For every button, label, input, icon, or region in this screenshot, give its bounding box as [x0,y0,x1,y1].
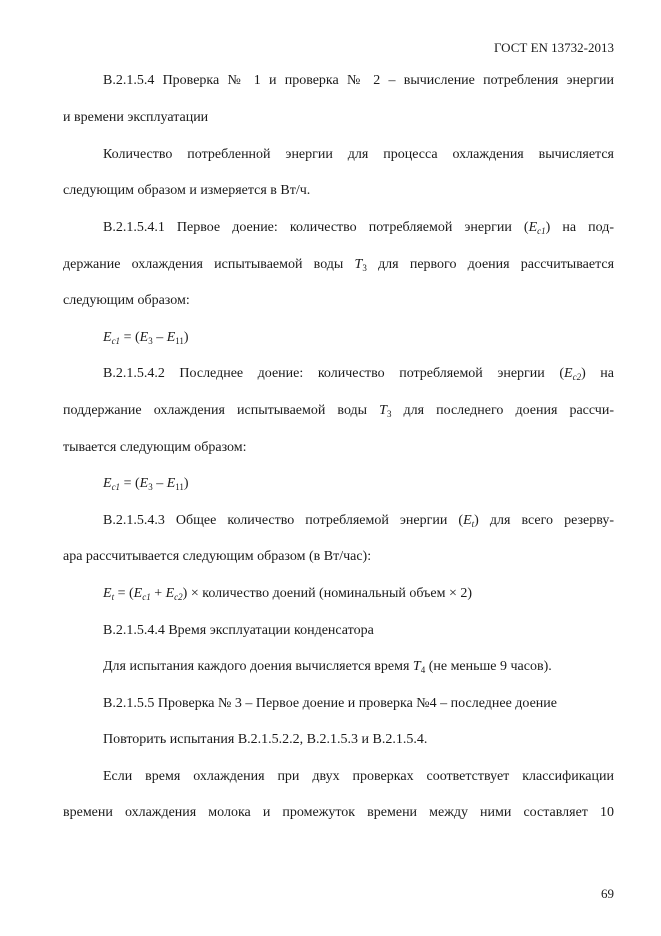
paragraph-line: ара рассчитывается следующим образом (в Вт/час): [63,549,372,564]
paragraph-line: времени охлаждения молока и промежуток времени между ними составляет 10 [63,805,614,820]
paragraph-line: B.2.1.5.4.1 Первое доение: количество потребляемой энергии $(E_{c1})$ на под- [103,220,614,236]
paragraph-line: следующим образом: [63,293,190,308]
paragraph-line: Повторить испытания B.2.1.5.2.2, B.2.1.5.3 и B.2.1.5.4. [103,732,428,747]
paragraph-line: B.2.1.5.4.3 Общее количество потребляемой энергии $(E_t)$ для всего резерву- [103,513,615,529]
paragraph-line: и времени эксплуатации [63,110,209,125]
paragraph-line: B.2.1.5.4.4 Время эксплуатации конденсатора [103,623,374,638]
paragraph-line: Для испытания каждого доения вычисляется время $T_4$ (не меньше 9 часов). [103,659,552,675]
paragraph-line: B.2.1.5.4 Проверка № 1 и проверка № 2 – вычисление потребления энергии [103,73,614,88]
paragraph-line: Если время охлаждения при двух проверках соответствует классификации [103,769,614,784]
paragraph-line: поддержание охлаждения испытываемой воды $T_3$ для последнего доения рассчи- [63,403,614,419]
document-header: ГОСТ EN 13732-2013 [493,40,614,55]
paragraph-line: Количество потребленной энергии для процесса охлаждения вычисляется [103,147,614,162]
paragraph-line: тывается следующим образом: [63,440,247,455]
paragraph-line: следующим образом и измеряется в Вт/ч. [63,183,311,198]
formula-et-total: $E_t = (E_{c1} + E_{c2})$ × количество доений (номинальный объем × 2) [103,586,473,602]
paragraph-line: B.2.1.5.4.2 Последнее доение: количество потребляемой энергии $(E_{c2})$ на [103,366,614,382]
formula-ec1-first: $E_{c1} = (E_3 - E_{11})$ [103,330,189,346]
paragraph-line: B.2.1.5.5 Проверка № 3 – Первое доение и проверка №4 – последнее доение [103,696,557,711]
paragraph-line: держание охлаждения испытываемой воды $T_3$ для первого доения рассчитывается [63,257,615,273]
page-number: 69 [601,886,614,901]
formula-ec1-last: $E_{c1} = (E_3 - E_{11})$ [103,476,189,492]
